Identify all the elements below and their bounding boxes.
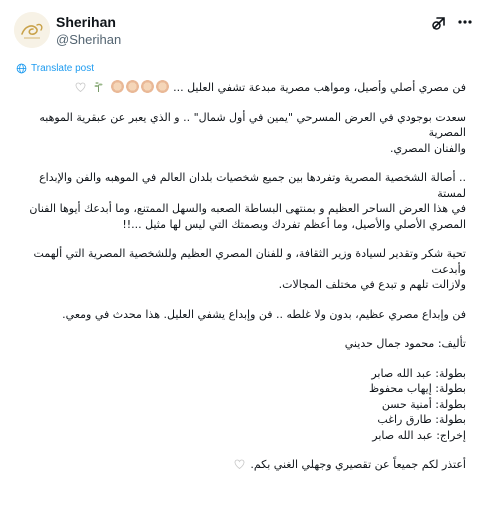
user-names (56, 14, 121, 48)
director-credit: إخراج: عبد الله صابر (372, 428, 466, 442)
cast-item: بطولة: عبد الله صابر (371, 366, 466, 380)
white-heart-icon (233, 457, 246, 470)
cast-item: بطولة: إيهاب محفوظ (368, 382, 466, 395)
herb-icon (92, 80, 105, 93)
post-paragraph (14, 336, 466, 352)
post-paragraph (14, 110, 466, 157)
clapping-hands-icon (126, 80, 139, 93)
post-paragraph (14, 307, 466, 323)
post-line: ولازالت تلهم و تبدع في مختلف المجالات. (278, 278, 466, 291)
post-line: .. أصالة الشخصية المصرية وتفردها بين جميع شخصيات بلدان العالم في الموهبه والفن والإبداع لمستة (39, 171, 466, 200)
cast-list (14, 366, 466, 444)
sherihan-logo-icon (14, 12, 50, 48)
clapping-hands-icon (141, 80, 154, 93)
user-handle[interactable]: @Sherihan (56, 32, 122, 47)
translate-post-link[interactable] (16, 60, 94, 76)
post-line: تحية شكر وتقدير لسيادة وزير الثقافة، و للفنان المصري العظيم وللشخصية المصرية التي ألهمت وأبدعت (33, 247, 466, 276)
post-line: فن وإبداع مصري عظيم، بدون ولا غلطه .. فن وإبداع يشفي العليل. هذا محدث في ومعي. (62, 307, 466, 321)
clapping-hands-icon (156, 80, 169, 93)
grok-icon (430, 14, 448, 32)
post-text (14, 80, 466, 487)
display-name[interactable]: Sherihan (56, 14, 116, 30)
post-paragraph (14, 80, 466, 96)
post-line: المصري الأصلي والأصيل، وما أعظم تفردك وبصمتك التي ليس لها مثيل ...!! (122, 217, 466, 231)
author-credit: تأليف: محمود جمال حديني (344, 337, 466, 350)
globe-icon (16, 63, 27, 74)
cast-item: بطولة: طارق راغب (377, 413, 466, 426)
post-line: أعتذر لكم جميعاً عن تقصيري وجهلي الغني بكم. (250, 458, 466, 471)
post-line: سعدت بوجودي في العرض المسرحي "يمين في أول شمال" .. و الذي يعبر عن عبقرية الموهبه المصرية (39, 110, 466, 139)
post-line: والفنان المصري. (389, 141, 466, 155)
more-options-button[interactable] (455, 12, 475, 32)
post-paragraph (14, 170, 466, 232)
post-paragraph (14, 246, 466, 293)
white-heart-icon (74, 80, 87, 93)
more-dots-icon (455, 12, 475, 32)
post-line: في هذا العرض الساحر العظيم و بمنتهى البساطة الصعبه والسهل الممتنع، وما أبدعك أيوها الفنان (29, 202, 466, 215)
avatar[interactable] (14, 12, 50, 48)
grok-button[interactable] (430, 14, 448, 32)
post-header (0, 0, 482, 56)
post-paragraph (14, 457, 466, 473)
translate-post-label: Translate post (31, 62, 94, 74)
clapping-hands-icon (111, 80, 124, 93)
cast-item: بطولة: أمنية حسن (381, 397, 466, 411)
post-line: فن مصري أصلي وأصيل، ومواهب مصرية مبدعة تشفي العليل ... (173, 81, 466, 94)
